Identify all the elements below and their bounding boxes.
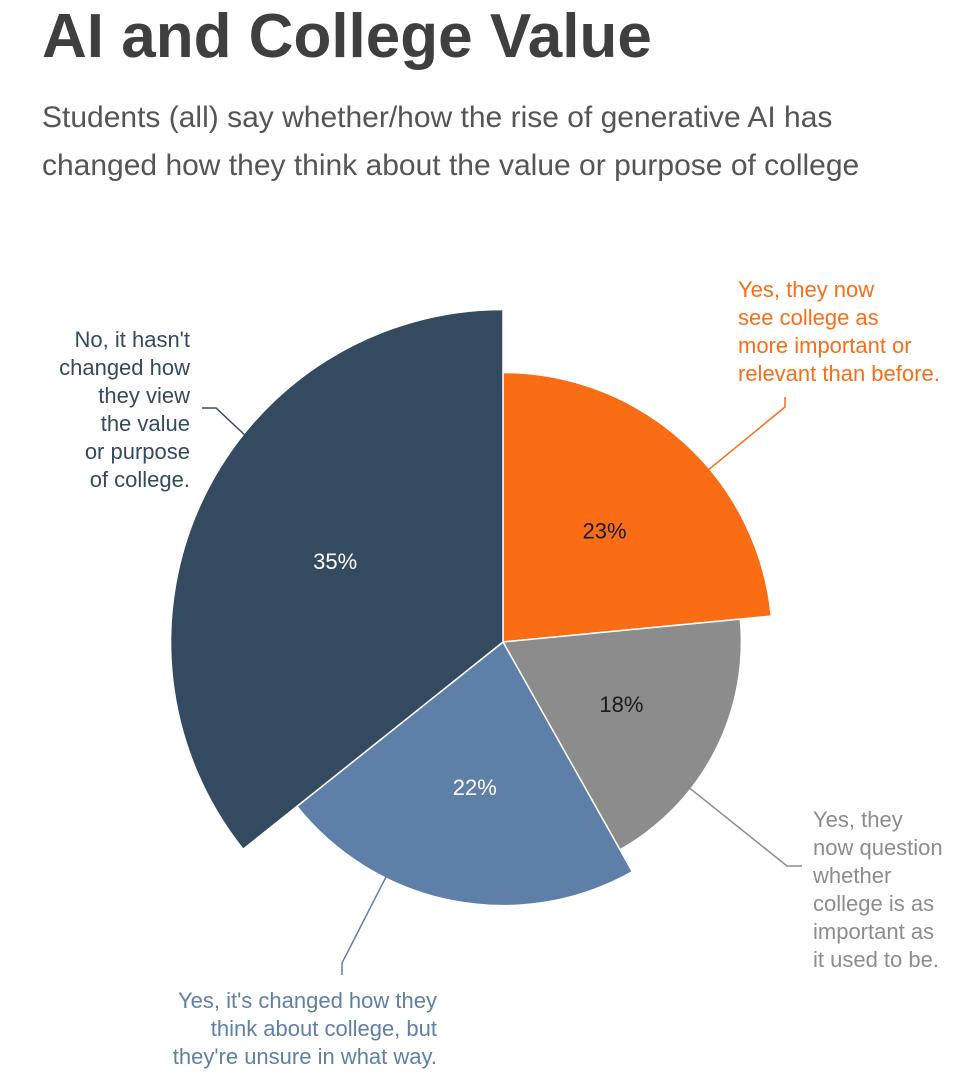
slice-category-label-line: now question xyxy=(813,835,943,860)
chart-subtitle: Students (all) say whether/how the rise of generative AI has changed how they think about the value or purpose of college xyxy=(42,101,860,182)
slice-category-label-line: they view xyxy=(98,383,190,408)
slice-category-label-line: they're unsure in what way. xyxy=(172,1044,437,1069)
slice-category-label-line: college is as xyxy=(813,891,935,916)
leader-line xyxy=(202,408,248,438)
slice-category-label-line: Yes, they now xyxy=(738,277,875,302)
slice-category-label-line: Yes, it's changed how they xyxy=(177,988,437,1013)
slice-category-label xyxy=(59,327,190,492)
slice-category-label-line: or purpose xyxy=(84,439,190,464)
slice-category-label-line: important as xyxy=(813,919,935,944)
slice-category-label-line: it used to be. xyxy=(813,947,939,972)
slice-category-label-line: more important or xyxy=(738,333,912,358)
slice-value-label: 22% xyxy=(452,774,497,800)
slice-value-label: 23% xyxy=(582,518,627,544)
slice-category-label-line: Yes, they xyxy=(813,807,903,832)
slice-value-label: 18% xyxy=(599,691,644,717)
slice-category-label-line: see college as xyxy=(738,305,879,330)
slice-category-label xyxy=(812,807,943,972)
pie-slice xyxy=(503,373,771,643)
slice-category-label-line: changed how xyxy=(59,355,190,380)
slice-value-label: 35% xyxy=(313,549,358,575)
slice-category-label xyxy=(738,277,940,386)
slice-category-label-line: the value xyxy=(100,411,190,436)
chart-title: AI and College Value xyxy=(42,2,652,71)
slice-category-label-line: think about college, but xyxy=(210,1016,437,1041)
slice-category-label-line: relevant than before. xyxy=(738,361,940,386)
slice-category-label xyxy=(173,988,437,1069)
slice-category-label-line: of college. xyxy=(89,467,190,492)
slice-category-label-line: No, it hasn't xyxy=(74,327,190,352)
slice-category-label-line: whether xyxy=(813,863,892,888)
